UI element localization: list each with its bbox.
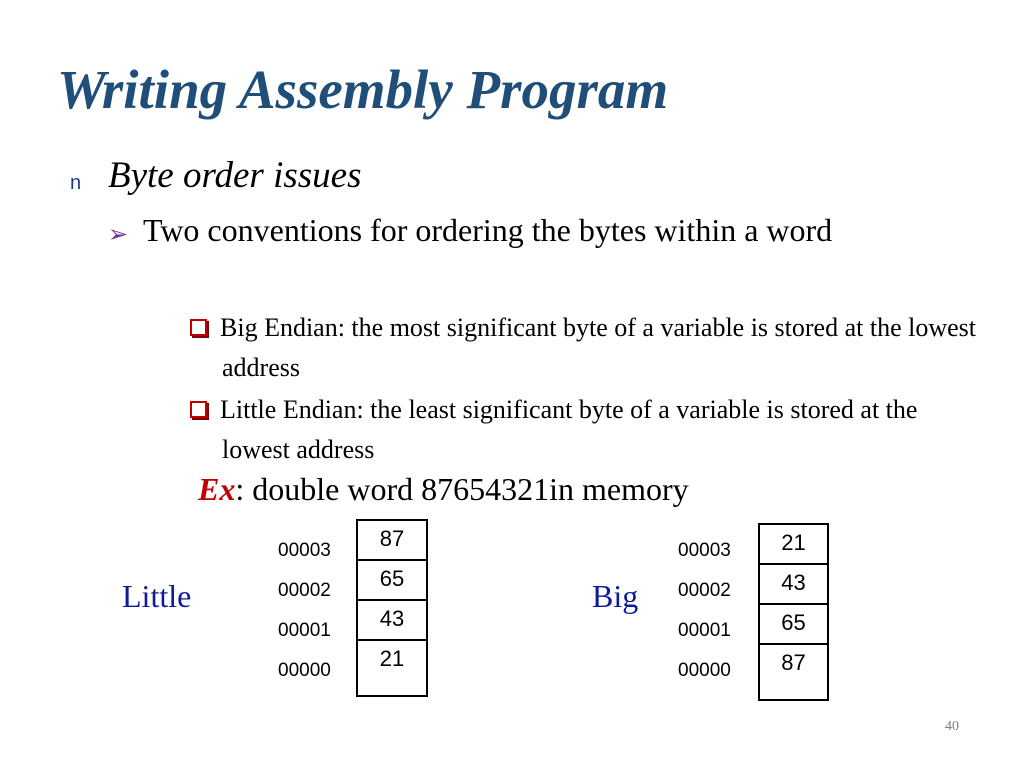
big-address-00003: 00003 (678, 540, 731, 561)
memory-cell: 65 (760, 603, 827, 643)
level1-bullet-text: Byte order issues (108, 155, 362, 196)
example-line (198, 472, 689, 507)
memory-cell: 43 (358, 599, 426, 639)
big-endian-label: Big (592, 578, 639, 614)
big-address-00001: 00001 (678, 620, 731, 641)
big-endian-bullet (190, 308, 982, 388)
big-address-00000: 00000 (678, 660, 731, 681)
checkbox-bullet-icon (190, 319, 207, 336)
level2-bullet-text: Two conventions for ordering the bytes within a word (143, 212, 833, 248)
little-endian-memory-table (356, 519, 428, 697)
memory-cell: 87 (379, 526, 405, 551)
little-address-00003: 00003 (278, 540, 331, 561)
big-address-00002: 00002 (678, 580, 731, 601)
example-label: Ex (198, 471, 236, 507)
memory-cell: 21 (358, 639, 426, 679)
little-address-00002: 00002 (278, 580, 331, 601)
page-number: 40 (945, 719, 959, 734)
checkbox-bullet-icon (190, 401, 207, 418)
little-endian-text: Little Endian: the least significant byte of a variable is stored at the lowest address (220, 395, 918, 464)
memory-cell: 21 (781, 530, 806, 555)
slide-title: Writing Assembly Program (57, 59, 669, 120)
arrow-bullet-icon: ➢ (108, 220, 129, 248)
big-endian-text: Big Endian: the most significant byte of a variable is stored at the lowest address (220, 313, 976, 382)
memory-cell: 87 (760, 643, 827, 683)
level1-bullet-marker: n (70, 172, 82, 194)
memory-cell: 43 (760, 563, 827, 603)
memory-cell: 65 (358, 559, 426, 599)
big-endian-memory-table (758, 523, 829, 701)
little-address-00000: 00000 (278, 660, 331, 681)
example-text: : double word 87654321in memory (235, 471, 689, 507)
little-endian-bullet (190, 390, 982, 470)
little-endian-label: Little (122, 578, 192, 614)
little-address-00001: 00001 (278, 620, 331, 641)
